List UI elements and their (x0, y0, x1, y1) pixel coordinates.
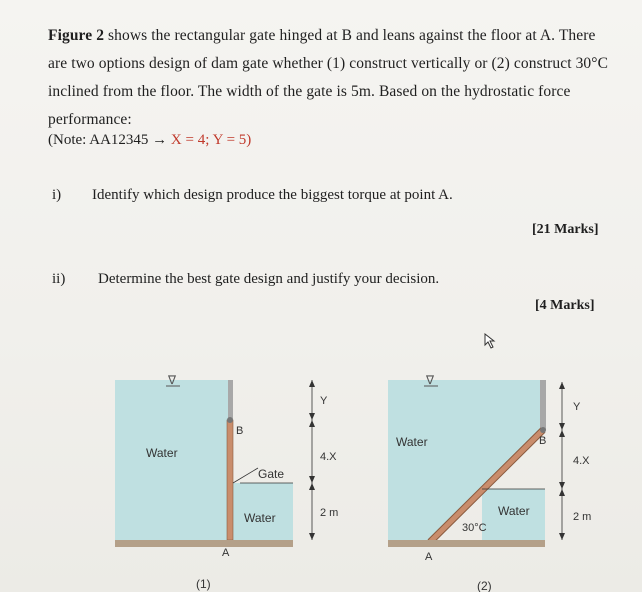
caption-left: (1) (196, 577, 211, 591)
gate-label: Gate (258, 467, 285, 481)
dim-y-right: Y (573, 401, 581, 413)
diagram-inclined-gate (388, 373, 591, 592)
water-label-left: Water (146, 446, 178, 460)
downstream-water-label-right: Water (498, 504, 530, 518)
dim-y-left: Y (320, 395, 328, 407)
hinge-b (227, 417, 233, 423)
mouse-cursor-icon (484, 333, 498, 349)
note-line (48, 132, 251, 149)
caption-right: (2) (477, 579, 492, 592)
question-2-text: Determine the best gate design and justify your decision. (98, 271, 440, 287)
question-1-text: Identify which design produce the biggest torque at point A. (92, 187, 453, 203)
arrow-icon: → (152, 132, 168, 148)
floor-right (388, 540, 545, 547)
downstream-water-label-left: Water (244, 511, 276, 525)
upper-wall (228, 380, 233, 420)
free-surface-icon: ∇ (168, 373, 177, 387)
water-label-right: Water (396, 435, 428, 449)
angle-label: 30°C (462, 522, 487, 534)
note-prefix: (Note: AA12345 (48, 132, 149, 148)
hinge-b-label-left: B (236, 425, 244, 437)
diagram-vertical-gate (115, 373, 338, 591)
floor-left (115, 540, 293, 547)
problem-statement (48, 22, 618, 134)
point-a-label-right: A (425, 551, 433, 563)
free-surface-icon-right: ∇ (426, 373, 435, 387)
question-1-number: i) (52, 187, 62, 203)
figure-2 (0, 360, 642, 592)
question-1-marks: [21 Marks] (532, 222, 599, 237)
problem-text: shows the rectangular gate hinged at B and leans against the floor at A. There are two options design of dam gate whether (1) construct vertically or (2) construct 30°C inclined from the floor. The width of the gate is 5m. Based on the hydrostatic force performance: (48, 27, 609, 128)
dim-4x-right: 4.X (573, 455, 590, 467)
dim-2m-left: 2 m (320, 507, 339, 519)
upper-wall-right (540, 380, 546, 430)
dim-2m-right: 2 m (573, 511, 592, 523)
question-2-number: ii) (52, 271, 66, 287)
vertical-gate (227, 420, 233, 540)
note-values: X = 4; Y = 5) (170, 132, 252, 148)
upstream-water (115, 380, 233, 540)
figure-reference: Figure 2 (48, 27, 105, 44)
dim-4x-left: 4.X (320, 451, 337, 463)
question-2-marks: [4 Marks] (535, 298, 595, 313)
hinge-b-label-right: B (539, 435, 547, 447)
hinge-b-right (540, 427, 546, 433)
point-a-label-left: A (222, 547, 230, 559)
